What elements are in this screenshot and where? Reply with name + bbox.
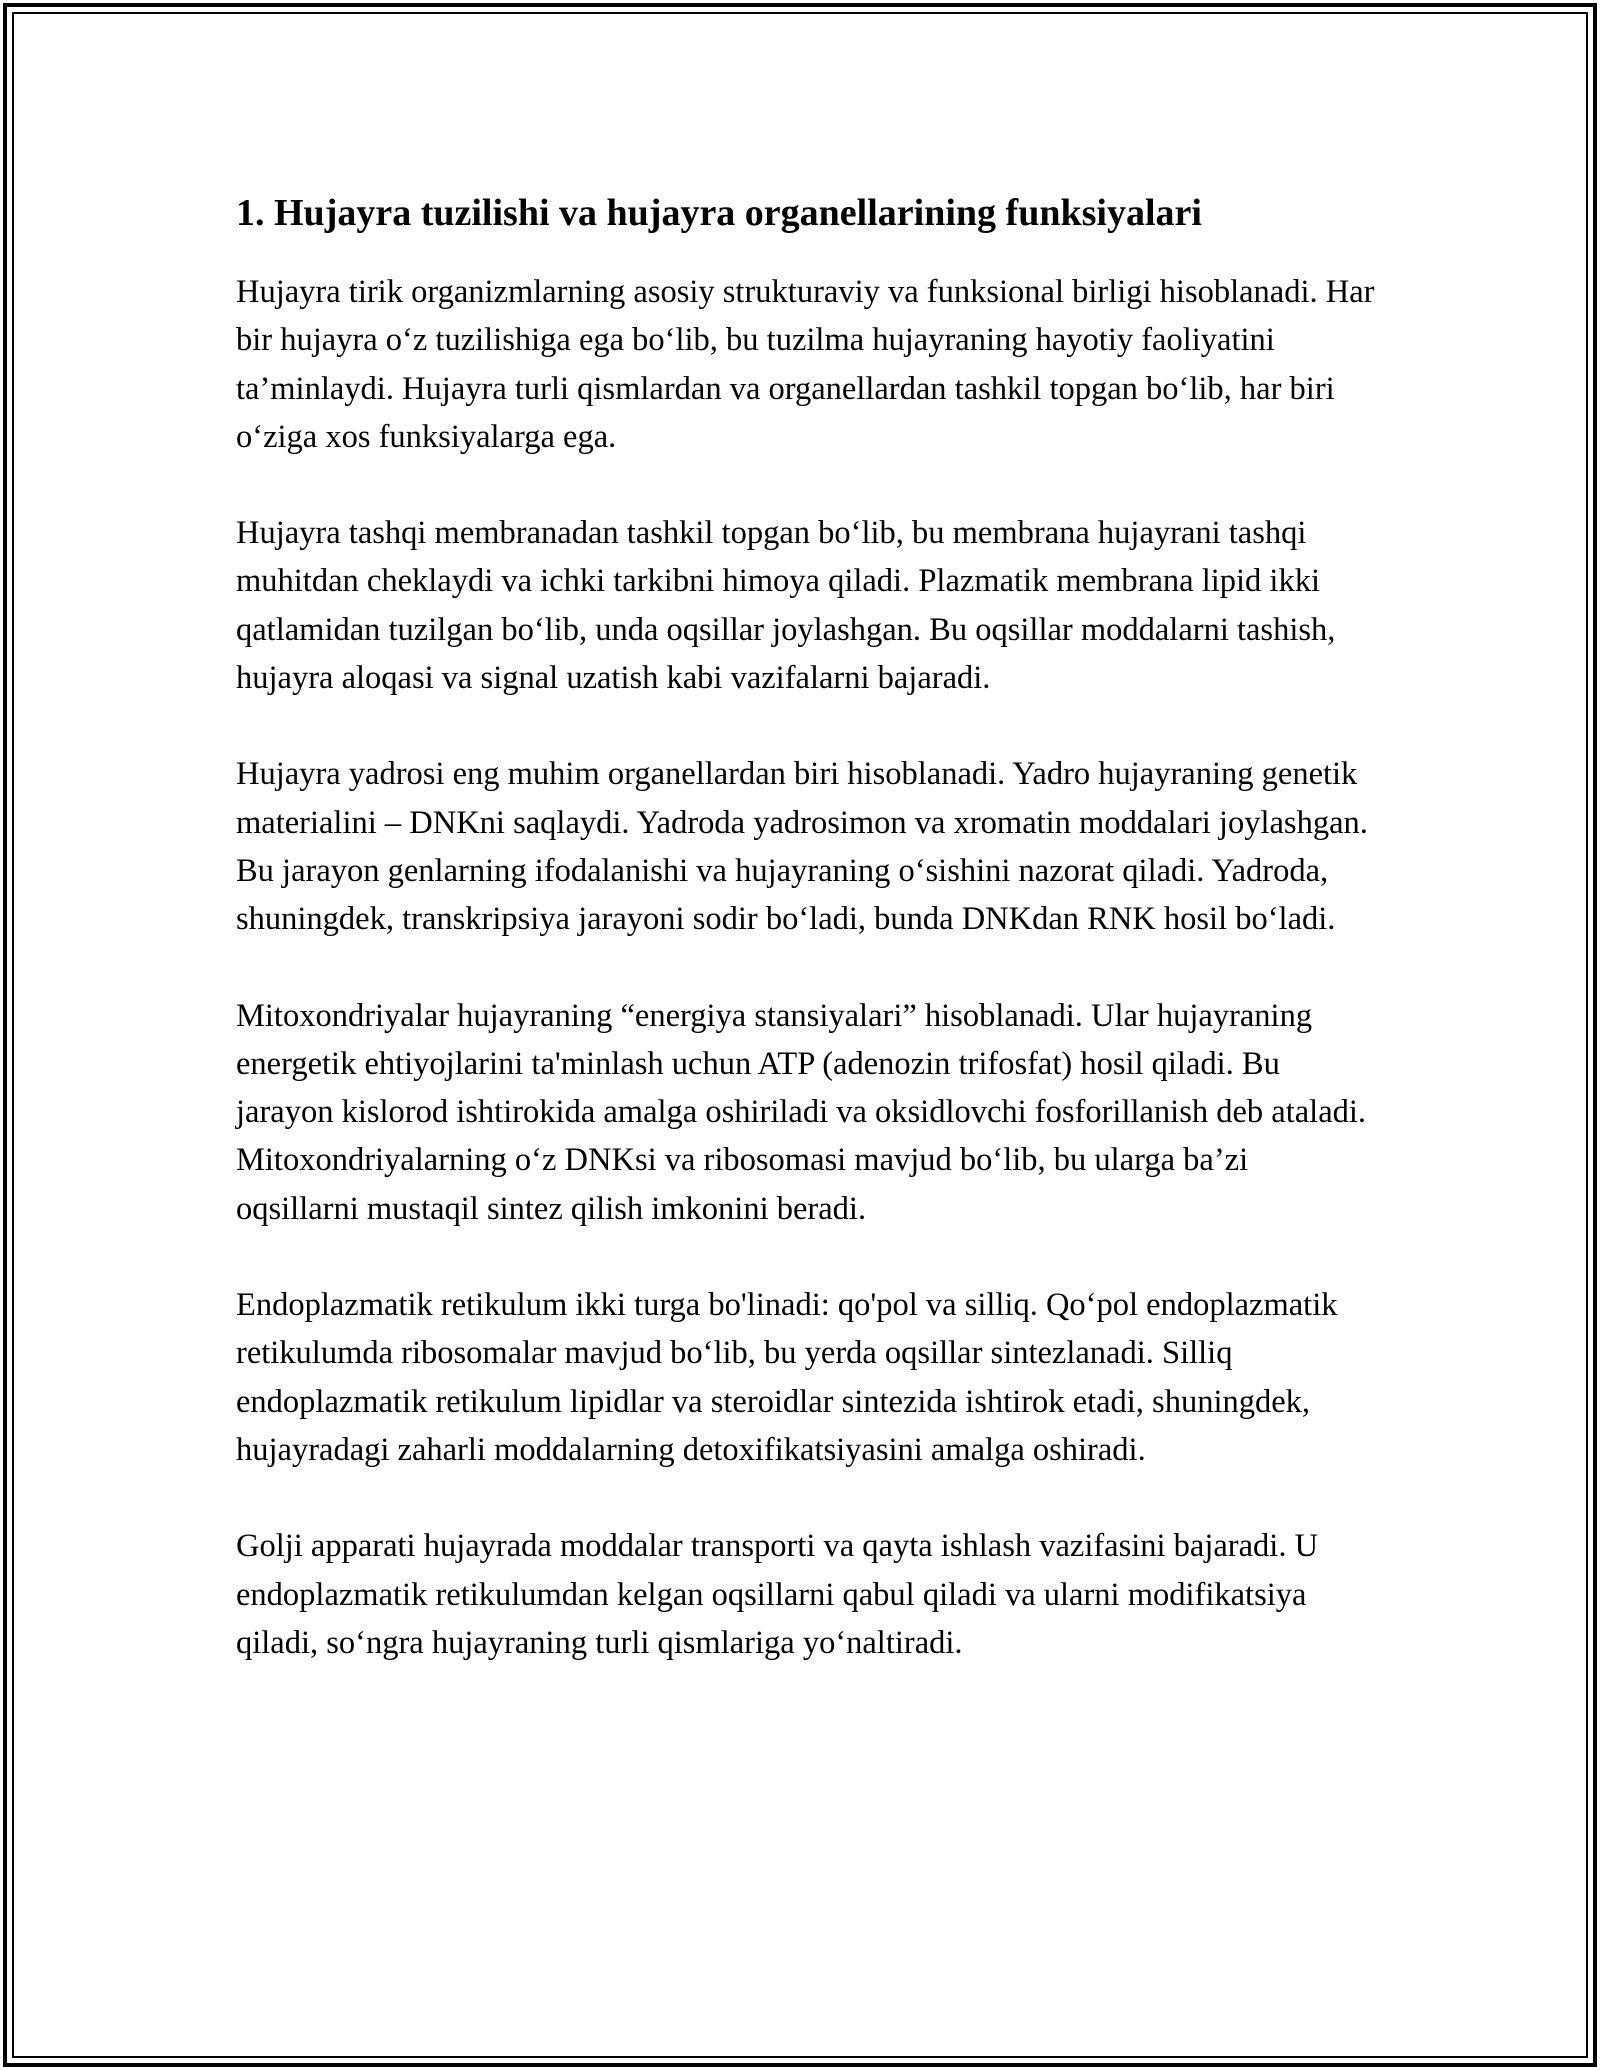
paragraph-endoplasmic-reticulum: Endoplazmatik retikulum ikki turga bo'linadi: qo'pol va silliq. Qo‘pol endoplazmatik retikulumda ribosomalar mavjud bo‘lib, bu yerda oqsillar sintezlanadi. Silliq endoplazmatik retikulum lipidlar va steroidlar sintezida ishtirok etadi, shuningdek, hujayradagi zaharli moddalarning detoxifikatsiyasini amalga oshiradi. <box>236 1287 1338 1468</box>
paragraph-mitochondria: Mitoxondriyalar hujayraning “energiya stansiyalari” hisoblanadi. Ular hujayraning energetik ehtiyojlarini ta'minlash uchun ATP (adenozin trifosfat) hosil qiladi. Bu jarayon kislorod ishtirokida amalga oshiriladi va oksidlovchi fosforillanish deb ataladi. Mitoxondriyalarning o‘z DNKsi va ribosomasi mavjud bo‘lib, bu ularga ba’zi oqsillarni mustaqil sintez qilish imkonini beradi. <box>236 997 1367 1227</box>
document-body <box>236 186 1376 1715</box>
paragraph-nucleus: Hujayra yadrosi eng muhim organellardan biri hisoblanadi. Yadro hujayraning genetik materialini – DNKni saqlaydi. Yadroda yadrosimon va xromatin moddalari joylashgan. Bu jarayon genlarning ifodalanishi va hujayraning o‘sishini nazorat qiladi. Yadroda, shuningdek, transkripsiya jarayoni sodir bo‘ladi, bunda DNKdan RNK hosil bo‘ladi. <box>236 756 1368 938</box>
paragraph-golgi: Golji apparati hujayrada moddalar transporti va qayta ishlash vazifasini bajaradi. U endoplazmatik retikulumdan kelgan oqsillarni qabul qiladi va ularni modifikatsiya qiladi, so‘ngra hujayraning turli qismlariga yo‘naltiradi. <box>236 1528 1319 1661</box>
paragraph-membrane: Hujayra tashqi membranadan tashkil topgan bo‘lib, bu membrana hujayrani tashqi muhitdan cheklaydi va ichki tarkibni himoya qiladi. Plazmatik membrana lipid ikki qatlamidan tuzilgan bo‘lib, unda oqsillar joylashgan. Bu oqsillar moddalarni tashish, hujayra aloqasi va signal uzatish kabi vazifalarni bajaradi. <box>236 515 1336 697</box>
paragraph-cell-intro: Hujayra tirik organizmlarning asosiy strukturaviy va funksional birligi hisoblanadi. Har bir hujayra o‘z tuzilishiga ega bo‘lib, bu tuzilma hujayraning hayotiy faoliyatini ta’minlaydi. Hujayra turli qismlardan va organellardan tashkil topgan bo‘lib, har biri o‘ziga xos funksiyalarga ega. <box>236 274 1375 455</box>
document-title: 1. Hujayra tuzilishi va hujayra organellarining funksiyalari <box>236 192 1202 234</box>
